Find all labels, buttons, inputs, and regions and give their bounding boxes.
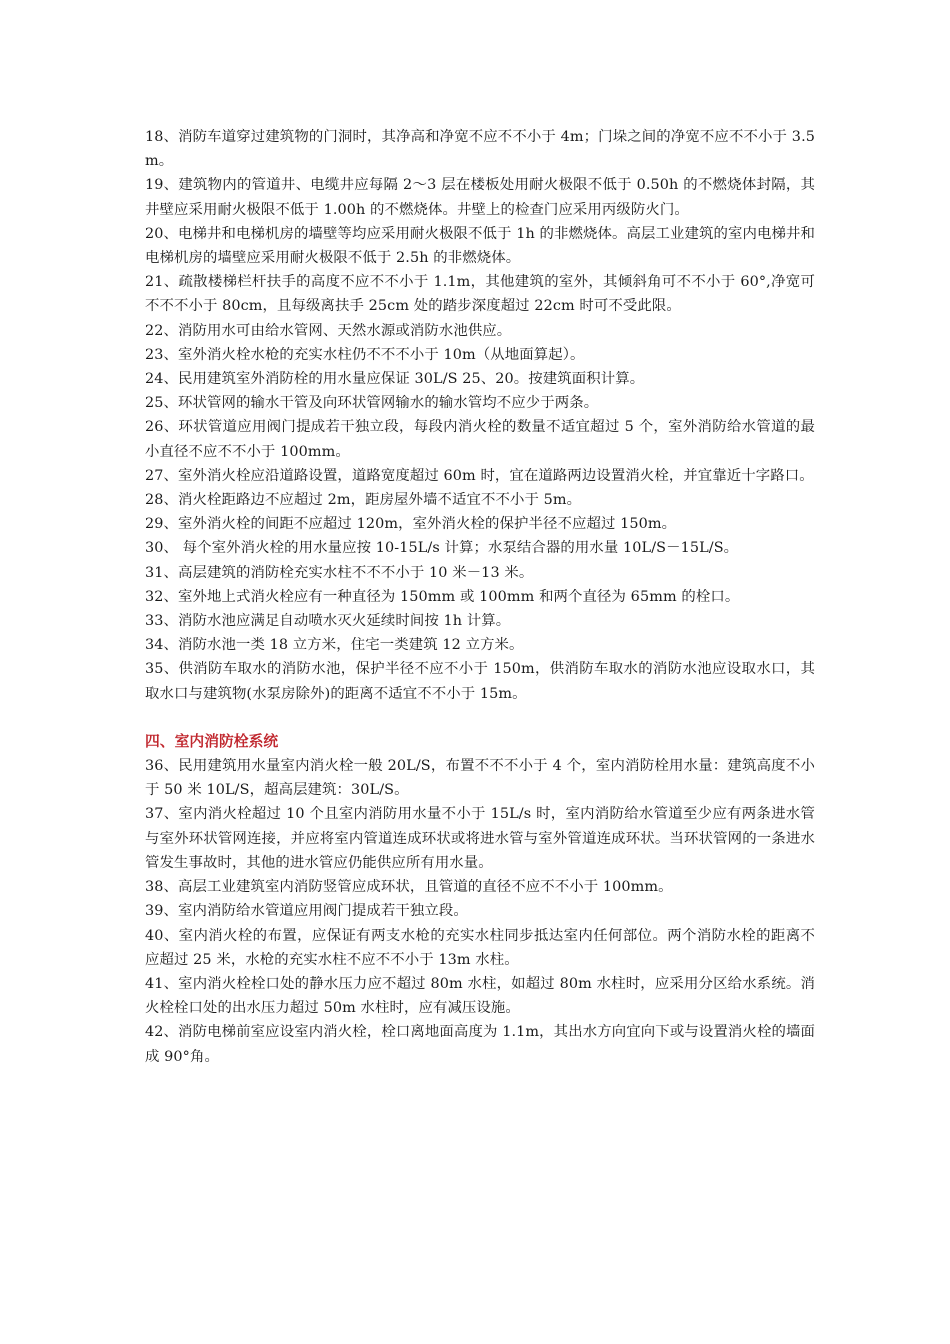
- item-18: 18、消防车道穿过建筑物的门洞时，其净高和净宽不应不不小于 4m；门垛之间的净宽不应不不小于 3.5m。: [145, 129, 815, 170]
- item-27: 27、室外消火栓应沿道路设置，道路宽度超过 60m 时，宜在道路两边设置消火栓，并宜靠近十字路口。: [145, 467, 814, 484]
- item-42: 42、消防电梯前室应设室内消火栓，栓口离地面高度为 1.1m，其出水方向宜向下或与设置消火栓的墙面成 90°角。: [145, 1024, 815, 1065]
- item-30: 30、 每个室外消火栓的用水量应按 10-15L/s 计算；水泵结合器的用水量 10L/S－15L/S。: [145, 540, 739, 557]
- item-38: 38、高层工业建筑室内消防竖管应成环状，且管道的直径不应不不小于 100mm。: [145, 879, 673, 896]
- item-25: 25、环状管网的输水干管及向环状管网输水的输水管均不应少于两条。: [145, 395, 599, 412]
- item-31: 31、高层建筑的消防栓充实水柱不不不小于 10 米－13 米。: [145, 564, 534, 581]
- item-22: 22、消防用水可由给水管网、天然水源或消防水池供应。: [145, 322, 512, 339]
- item-32: 32、室外地上式消火栓应有一种直径为 150mm 或 100mm 和两个直径为 65mm 的栓口。: [145, 588, 740, 605]
- item-28: 28、消火栓距路边不应超过 2m，距房屋外墙不适宜不不小于 5m。: [145, 492, 582, 509]
- item-37: 37、室内消火栓超过 10 个且室内消防用水量不小于 15L/s 时，室内消防给水管道至少应有两条进水管与室外环状管网连接，并应将室内管道连成环状或将进水管与室外管道连成环状。当环状管网的一条进水管发生事故时，其他的进水管应仍能供应所有用水量。: [145, 806, 815, 871]
- item-20: 20、电梯井和电梯机房的墙壁等均应采用耐火极限不低于 1h 的非燃烧体。高层工业建筑的室内电梯井和电梯机房的墙壁应采用耐火极限不低于 2.5h 的非燃烧体。: [145, 225, 815, 267]
- document-body: [145, 125, 815, 1069]
- section-spacer: [145, 706, 815, 730]
- item-39: 39、室内消防给水管道应用阀门提成若干独立段。: [145, 903, 468, 920]
- item-41: 41、室内消火栓栓口处的静水压力应不超过 80m 水柱，如超过 80m 水柱时，应采用分区给水系统。消火栓栓口处的出水压力超过 50m 水柱时，应有减压设施。: [145, 975, 815, 1017]
- item-36: 36、民用建筑用水量室内消火栓一般 20L/S，布置不不不小于 4 个，室内消防栓用水量：建筑高度不小于 50 米 10L/S，超高层建筑：30L/S。: [145, 758, 815, 799]
- item-23: 23、室外消火栓水枪的充实水柱仍不不不小于 10m（从地面算起）。: [145, 346, 585, 363]
- item-33: 33、消防水池应满足自动喷水灭火延续时间按 1h 计算。: [145, 613, 511, 630]
- item-29: 29、室外消火栓的间距不应超过 120m，室外消火栓的保护半径不应超过 150m。: [145, 516, 677, 533]
- item-40: 40、室内消火栓的布置，应保证有两支水枪的充实水柱同步抵达室内任何部位。两个消防水栓的距离不应超过 25 米，水枪的充实水柱不应不不小于 13m 水柱。: [145, 927, 815, 968]
- item-34: 34、消防水池一类 18 立方米，住宅一类建筑 12 立方米。: [145, 637, 524, 654]
- item-24: 24、民用建筑室外消防栓的用水量应保证 30L/S 25、20。按建筑面积计算。: [145, 371, 645, 388]
- item-19: 19、建筑物内的管道井、电缆井应每隔 2～3 层在楼板处用耐火极限不低于 0.50h 的不燃烧体封隔，其井壁应采用耐火极限不低于 1.00h 的不燃烧体。井壁上的检查门应采用丙级防火门。: [145, 177, 815, 218]
- item-35: 35、供消防车取水的消防水池，保护半径不应不小于 150m，供消防车取水的消防水池应设取水口，其取水口与建筑物(水泵房除外)的距离不适宜不不小于 15m。: [145, 661, 815, 702]
- item-21: 21、疏散楼梯栏杆扶手的高度不应不不小于 1.1m，其他建筑的室外，其倾斜角可不不小于 60°,净宽可不不不小于 80cm，且每级离扶手 25cm 处的踏步深度超过 22cm 时可不受此限。: [145, 274, 815, 315]
- item-26: 26、环状管道应用阀门提成若干独立段，每段内消火栓的数量不适宜超过 5 个，室外消防给水管道的最小直径不应不不小于 100mm。: [145, 419, 815, 460]
- section-heading: 四、室内消防栓系统: [145, 732, 279, 750]
